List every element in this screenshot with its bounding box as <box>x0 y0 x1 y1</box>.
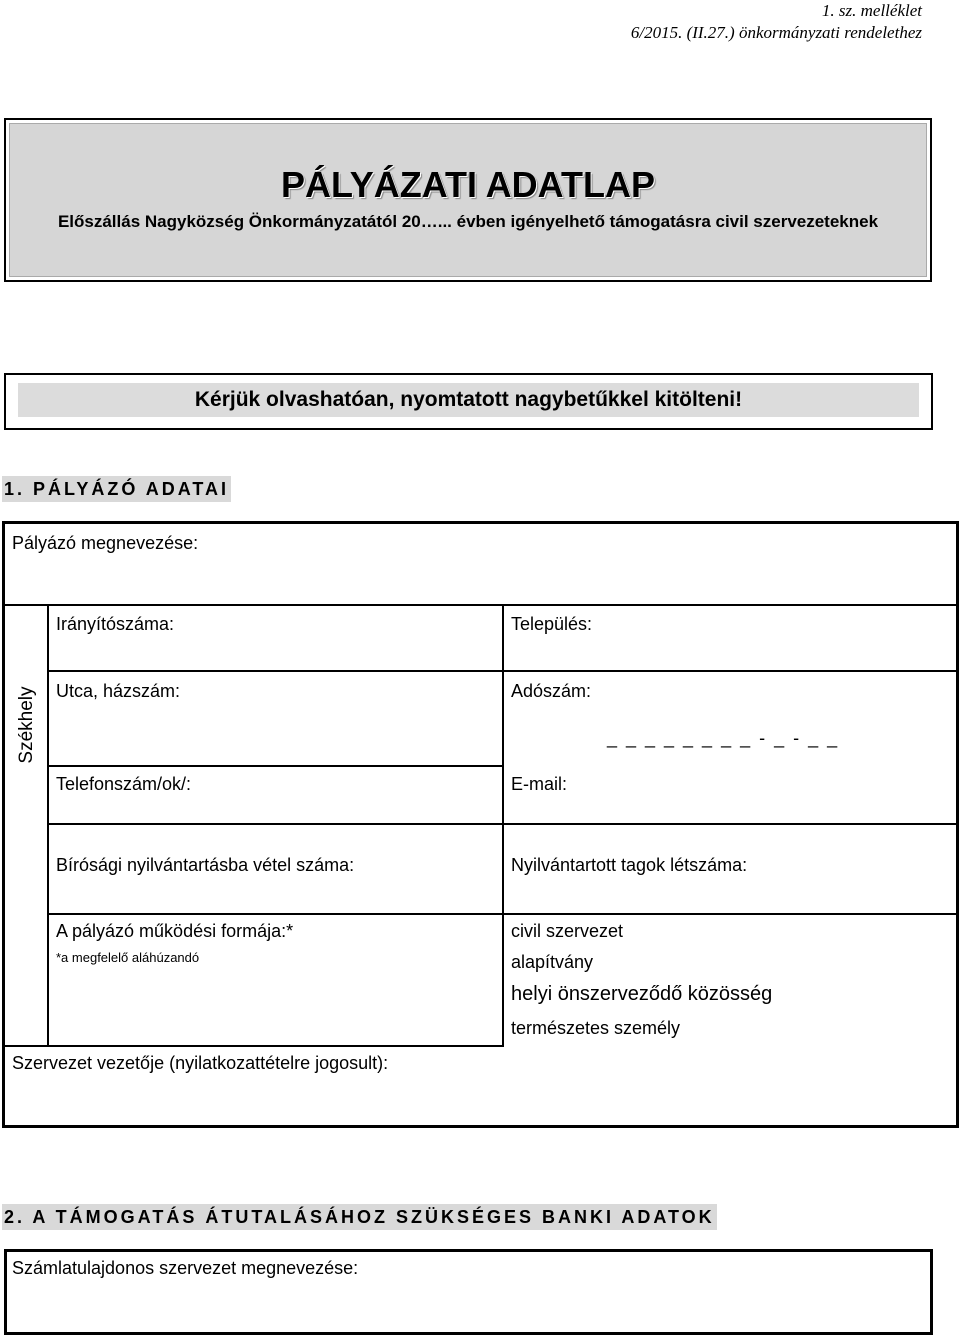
postcode-label: Irányítószáma: <box>56 614 175 634</box>
notice-box <box>4 373 933 430</box>
leader-field[interactable] <box>5 1047 956 1125</box>
form-option-person[interactable]: természetes személy <box>511 1018 681 1038</box>
applicant-form <box>2 521 959 1128</box>
applicant-name-label: Pályázó megnevezése: <box>12 533 199 553</box>
page-subtitle: Előszállás Nagyközség Önkormányzatától 20…... évben igényelhető támogatásra civil szervezeteknek <box>57 212 879 231</box>
operating-form-note: *a megfelelő aláhúzandó <box>56 950 200 965</box>
section1-heading: 1. PÁLYÁZÓ ADATAI <box>2 476 231 502</box>
member-count-label: Nyilvántartott tagok létszáma: <box>511 855 748 875</box>
court-registration-field[interactable] <box>49 825 502 913</box>
form-option-civil[interactable]: civil szervezet <box>511 921 624 941</box>
seat-label: Székhely <box>16 686 37 764</box>
notice-text: Kérjük olvashatóan, nyomtatott nagybetűkkel kitölteni! <box>18 383 919 417</box>
annex-label: 1. sz. melléklet <box>821 1 922 20</box>
section2-heading: 2. A TÁMOGATÁS ÁTUTALÁSÁHOZ SZÜKSÉGES BANKI ADATOK <box>2 1204 717 1230</box>
form-option-foundation[interactable]: alapítvány <box>511 952 594 972</box>
bank-form <box>4 1249 933 1335</box>
phone-label: Telefonszám/ok/: <box>56 774 192 794</box>
operating-form-label: A pályázó működési formája:* <box>56 921 294 941</box>
header-box <box>4 118 932 282</box>
divider <box>47 913 956 915</box>
settlement-field[interactable] <box>504 606 956 670</box>
email-label: E-mail: <box>511 774 568 794</box>
form-option-community[interactable]: helyi önszerveződő közösség <box>511 983 773 1005</box>
tax-number-label: Adószám: <box>511 681 592 701</box>
street-field[interactable] <box>49 672 502 765</box>
leader-label: Szervezet vezetője (nyilatkozattételre jogosult): <box>12 1053 389 1073</box>
header-panel <box>9 123 927 277</box>
postcode-field[interactable] <box>49 606 502 670</box>
tax-number-input[interactable]: _ _ _ _ _ _ _ _ - _ - _ _ <box>607 728 840 748</box>
court-registration-label: Bírósági nyilvántartásba vétel száma: <box>56 855 355 875</box>
applicant-name-field[interactable] <box>5 524 956 604</box>
annex-decree: 6/2015. (II.27.) önkormányzati rendelethez <box>630 23 922 42</box>
account-holder-label: Számlatulajdonos szervezet megnevezése: <box>12 1258 359 1278</box>
settlement-label: Település: <box>511 614 593 634</box>
annex-reference <box>631 0 922 44</box>
account-holder-field[interactable] <box>7 1252 930 1332</box>
member-count-field[interactable] <box>504 825 956 913</box>
page-title: PÁLYÁZATI ADATLAP <box>281 164 655 205</box>
street-label: Utca, házszám: <box>56 681 181 701</box>
